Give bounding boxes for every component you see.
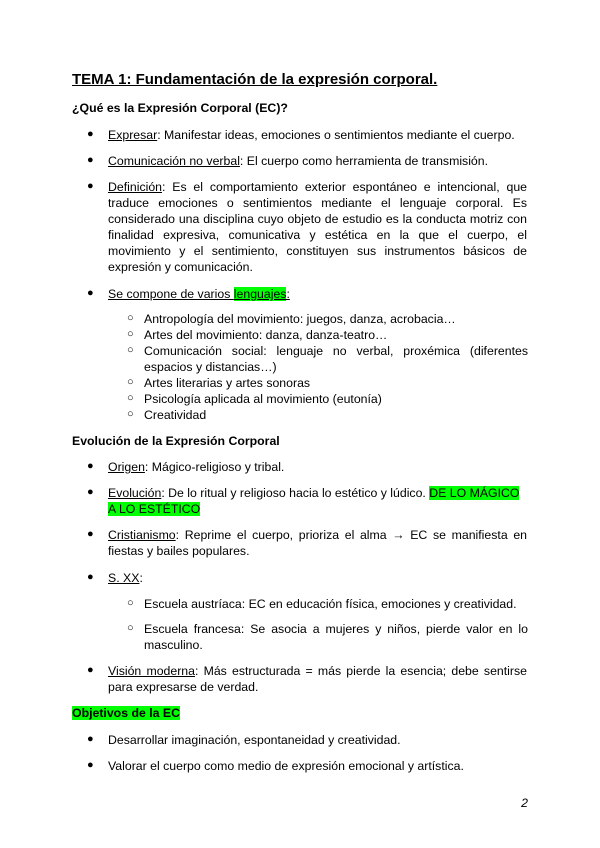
- list-item-lenguajes: [108, 286, 527, 302]
- sub-bullet-icon: ○: [127, 392, 134, 404]
- sub-bullet-icon: ○: [127, 312, 134, 324]
- item-text: : Mágico-religioso y tribal.: [144, 460, 285, 474]
- sub-bullet-icon: ○: [127, 622, 134, 634]
- sub-list-item: Artes del movimiento: danza, danza-teatro…: [144, 328, 388, 342]
- term: Visión moderna: [108, 664, 195, 678]
- sub-bullet-icon: ○: [127, 376, 134, 388]
- item-text: :: [286, 287, 290, 301]
- term: Evolución: [108, 486, 162, 500]
- sub-bullet-icon: ○: [127, 408, 134, 420]
- item-text: : Reprime el cuerpo, prioriza el alma → EC se manifiesta en fiestas y bailes populares.: [108, 528, 527, 558]
- section-heading-evolucion: Evolución de la Expresión Corporal: [72, 434, 280, 448]
- section-heading-objetivos: [72, 706, 180, 720]
- page-title: TEMA 1: Fundamentación de la expresión corporal.: [72, 71, 438, 88]
- sub-list-item: Comunicación social: lenguaje no verbal, proxémica (diferentes espacios y distancias…): [144, 344, 528, 374]
- list-item-objetivo: Valorar el cuerpo como medio de expresión emocional y artística.: [108, 759, 464, 773]
- sub-list-item: Artes literarias y artes sonoras: [144, 376, 311, 390]
- sub-list-item: Escuela austríaca: EC en educación física, emociones y creatividad.: [144, 597, 517, 611]
- sub-bullet-icon: ○: [127, 328, 134, 340]
- item-text: : Más estructurada = más pierde la esencia; debe sentirse para expresarse de verdad.: [108, 664, 527, 694]
- list-item-definicion: [108, 179, 527, 275]
- list-item-vision-moderna: [108, 663, 527, 695]
- section-heading-ec: ¿Qué es la Expresión Corporal (EC)?: [72, 101, 288, 115]
- highlight: lenguajes: [233, 287, 287, 301]
- sub-bullet-icon: ○: [127, 344, 134, 356]
- list-item-sxx: [108, 570, 527, 586]
- bullet-icon: ●: [87, 528, 94, 540]
- sub-bullet-icon: ○: [127, 597, 134, 609]
- item-text: : Manifestar ideas, emociones o sentimientos mediante el cuerpo.: [157, 128, 515, 142]
- list-item-comunicacion: [108, 153, 527, 169]
- item-text: : Es el comportamiento exterior espontáneo e intencional, que traduce emociones o sentimientos mediante el lenguaje corporal. Es considerado una disciplina cuyo objeto de estudio es la conducta motriz con finalidad expresiva, comunicativa y estética en la que el cuerpo, el movimiento y el sentimiento, constituyen sus instrumentos básicos de expresión y comunicación.: [108, 180, 527, 274]
- item-text: : El cuerpo como herramienta de transmisión.: [239, 154, 489, 168]
- bullet-icon: ●: [87, 180, 94, 192]
- sub-list-item: Escuela francesa: Se asocia a mujeres y niños, pierde valor en lo masculino.: [144, 622, 528, 652]
- item-text: :: [139, 571, 143, 585]
- sub-list-item: Antropología del movimiento: juegos, danza, acrobacia…: [144, 312, 456, 326]
- bullet-icon: ●: [87, 571, 94, 583]
- highlight: Objetivos de la EC: [72, 706, 180, 720]
- bullet-icon: ●: [87, 759, 94, 771]
- bullet-icon: ●: [87, 287, 94, 299]
- list-item-origen: [108, 459, 527, 475]
- highlight: DE LO MÁGICO A LO ESTÉTICO: [108, 486, 520, 516]
- list-item-objetivo: Desarrollar imaginación, espontaneidad y creatividad.: [108, 733, 401, 747]
- term: Comunicación no verbal: [108, 154, 240, 168]
- term: Expresar: [108, 128, 158, 142]
- bullet-icon: ●: [87, 128, 94, 140]
- bullet-icon: ●: [87, 486, 94, 498]
- term: Definición: [108, 180, 162, 194]
- bullet-icon: ●: [87, 664, 94, 676]
- item-text: : De lo ritual y religioso hacia lo estético y lúdico.: [161, 486, 430, 500]
- list-item-evolucion: [108, 485, 527, 517]
- term: Origen: [108, 460, 145, 474]
- sub-list-item: Creatividad: [144, 408, 207, 422]
- term: Se compone de varios: [108, 287, 234, 301]
- list-item-cristianismo: [108, 527, 527, 559]
- bullet-icon: ●: [87, 460, 94, 472]
- bullet-icon: ●: [87, 733, 94, 745]
- list-item-expresar: [108, 127, 527, 143]
- bullet-icon: ●: [87, 154, 94, 166]
- page-number: 2: [521, 796, 528, 810]
- sub-list-item: Psicología aplicada al movimiento (eutonía): [144, 392, 382, 406]
- term: Cristianismo: [108, 528, 176, 542]
- term: S. XX: [108, 571, 140, 585]
